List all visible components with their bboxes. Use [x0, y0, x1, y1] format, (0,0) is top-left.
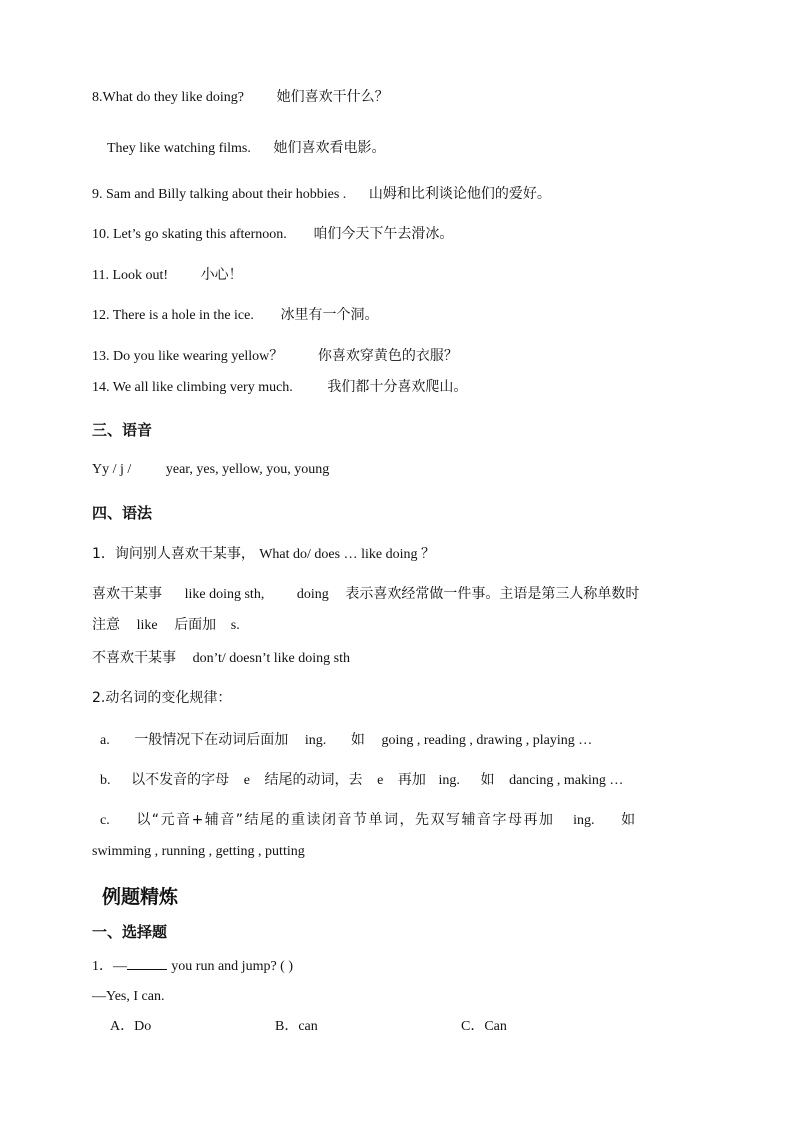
english-text: 13. Do you like wearing yellow？ — [92, 349, 284, 364]
grammar-point-2 — [92, 689, 231, 708]
chinese-text: 喜欢干某事 — [92, 586, 162, 602]
sentence-14 — [92, 378, 467, 397]
question-1-answer — [92, 988, 164, 1006]
chinese-text: 1．询问别人喜欢干某事， — [92, 546, 255, 562]
chinese-text: 她们喜欢看电影。 — [273, 140, 386, 156]
option-b[interactable]: B．can — [275, 1019, 318, 1034]
chinese-text: 如 — [480, 772, 495, 788]
phonics-row — [92, 461, 329, 479]
english-text: They like watching films. — [107, 141, 251, 156]
english-text: e — [377, 773, 384, 788]
english-text: 9. Sam and Billy talking about their hobbies . — [92, 187, 347, 202]
chinese-text: 后面加 — [174, 617, 217, 633]
rule-label: c. — [100, 813, 110, 828]
chinese-text: 你喜欢穿黄色的衣服？ — [317, 348, 458, 364]
english-text: 8.What do they like doing? — [92, 90, 245, 105]
chinese-text: 她们喜欢干什么？ — [276, 89, 389, 105]
english-text: 12. There is a hole in the ice. — [92, 308, 254, 323]
grammar-point-1 — [92, 545, 435, 564]
sentence-11 — [92, 266, 243, 285]
chinese-text: 一般情况下在动词后面加 — [134, 732, 289, 748]
english-text: ing. — [573, 813, 595, 828]
examples-subheading: 一、选择题 — [92, 923, 168, 941]
rule-label: a. — [100, 733, 110, 748]
english-text: doing — [296, 587, 329, 602]
sentence-8-answer — [107, 139, 385, 158]
chinese-text: 2.动名词的变化规律： — [92, 690, 232, 706]
english-text: swimming , running , getting , putting — [92, 844, 305, 859]
chinese-text: 如 — [621, 812, 636, 828]
english-text: like — [136, 618, 158, 633]
sentence-9 — [92, 185, 551, 204]
chinese-text: 以不发音的字母 — [131, 772, 230, 788]
english-text: like doing sth, — [184, 587, 265, 602]
sentence-13 — [92, 347, 458, 366]
grammar-rule-a — [100, 731, 592, 750]
chinese-text: 注意 — [92, 617, 120, 633]
chinese-text: 如 — [350, 732, 365, 748]
english-text: going , reading , drawing , playing … — [381, 733, 593, 748]
grammar-rule-c-examples — [92, 843, 305, 861]
phonics-letter: Yy / j / — [92, 462, 132, 477]
chinese-text: 冰里有一个洞。 — [280, 307, 379, 323]
english-text: e — [243, 773, 250, 788]
chinese-text: 我们都十分喜欢爬山。 — [327, 379, 468, 395]
question-1-options — [0, 1018, 794, 1038]
english-text: s. — [230, 618, 240, 633]
english-text: don’t/ doesn’t like doing sth — [192, 651, 350, 666]
english-text: 14. We all like climbing very much. — [92, 380, 293, 395]
english-text: 11. Look out! — [92, 268, 169, 283]
english-text: 10. Let’s go skating this afternoon. — [92, 227, 287, 242]
phonics-heading: 三、语音 — [92, 421, 153, 439]
answer-text: —Yes, I can. — [92, 989, 165, 1004]
chinese-text: 不喜欢干某事 — [92, 650, 176, 666]
sentence-8-question — [92, 88, 389, 107]
english-text: ing. — [304, 733, 327, 748]
grammar-line-2 — [92, 585, 639, 604]
grammar-line-4 — [92, 649, 350, 668]
grammar-line-3 — [92, 616, 240, 635]
chinese-text: 咱们今天下午去滑冰。 — [313, 226, 454, 242]
option-c[interactable]: C．Can — [461, 1019, 507, 1034]
question-text: you run and jump? ( ) — [171, 959, 293, 974]
chinese-text: 以“元音+辅音”结尾的重读闭音节单词，先双写辅音字母再加 — [136, 812, 555, 828]
english-text: ing. — [438, 773, 460, 788]
grammar-heading: 四、语法 — [92, 504, 153, 522]
examples-title: 例题精炼 — [102, 886, 179, 908]
question-1 — [92, 957, 293, 976]
english-text: dancing , making … — [509, 773, 624, 788]
question-prefix: 1．— — [92, 959, 127, 974]
grammar-rule-c — [100, 811, 635, 830]
grammar-rule-b — [100, 771, 623, 790]
english-text: What do/ does … like doing ？ — [259, 547, 435, 562]
chinese-text: 表示喜欢经常做一件事。主语是第三人称单数时 — [345, 586, 640, 602]
chinese-text: 再加 — [397, 772, 426, 788]
sentence-12 — [92, 306, 378, 325]
chinese-text: 山姆和比利谈论他们的爱好。 — [368, 186, 551, 202]
answer-blank[interactable] — [127, 957, 167, 970]
sentence-10 — [92, 225, 453, 244]
rule-label: b. — [100, 773, 111, 788]
chinese-text: 结尾的动词，去 — [264, 772, 363, 788]
chinese-text: 小心！ — [200, 267, 243, 283]
option-a[interactable]: A．Do — [110, 1019, 152, 1034]
phonics-words: year, yes, yellow, you, young — [165, 462, 330, 477]
